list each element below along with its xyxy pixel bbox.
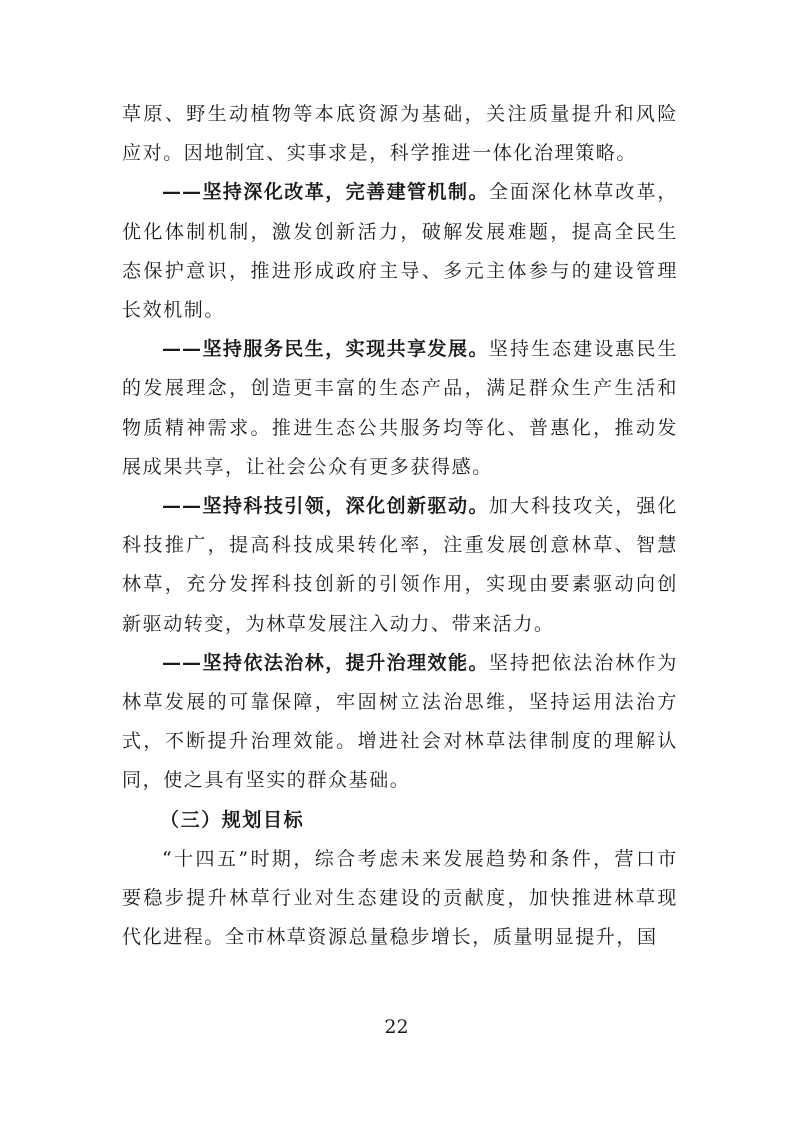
principle-paragraph-technology <box>122 487 678 644</box>
principle-paragraph-law <box>122 644 678 801</box>
paragraph-text: 坚持生态建设惠民生的发展理念，创造更丰富的生态产品，满足群众生产生活和物质精神需求。推进生态公共服务均等化、普惠化，推动发展成果共享，让社会公众有更多获得感。 <box>122 338 678 478</box>
goal-paragraph <box>122 840 678 958</box>
page-number: 22 <box>384 1016 409 1038</box>
principle-lead: ——坚持科技引领，深化创新驱动。 <box>162 495 489 518</box>
paragraph-text: 加大科技攻关，强化科技推广，提高科技成果转化率，注重发展创意林草、智慧林草，充分发挥科技创新的引领作用，实现由要素驱动向创新驱动转变，为林草发展注入动力、带来活力。 <box>122 495 678 635</box>
section-heading: （三）规划目标 <box>160 808 305 831</box>
continued-paragraph <box>122 95 678 173</box>
principle-paragraph-livelihood <box>122 330 678 487</box>
page-body <box>122 95 678 957</box>
principle-paragraph-reform <box>122 173 678 330</box>
paragraph-text: 全面深化林草改革，优化体制机制，激发创新活力，破解发展难题，提高全民生态保护意识，推进形成政府主导、多元主体参与的建设管理长效机制。 <box>122 181 678 322</box>
principle-lead: ——坚持依法治林，提升治理效能。 <box>162 651 489 674</box>
paragraph-text: 草原、野生动植物等本底资源为基础，关注质量提升和风险应对。因地制宜、实事求是，科学推进一体化治理策略。 <box>122 103 678 165</box>
paragraph-text: 坚持把依法治林作为林草发展的可靠保障，牢固树立法治思维，坚持运用法治方式，不断提升治理效能。增进社会对林草法律制度的理解认同，使之具有坚实的群众基础。 <box>122 651 678 792</box>
principle-lead: ——坚持服务民生，实现共享发展。 <box>162 338 489 361</box>
principle-lead: ——坚持深化改革，完善建管机制。 <box>162 181 489 204</box>
paragraph-text: “十四五”时期，综合考虑未来发展趋势和条件，营口市要稳步提升林草行业对生态建设的贡献度，加快推进林草现代化进程。全市林草资源总量稳步增长，质量明显提升，国 <box>122 847 678 949</box>
